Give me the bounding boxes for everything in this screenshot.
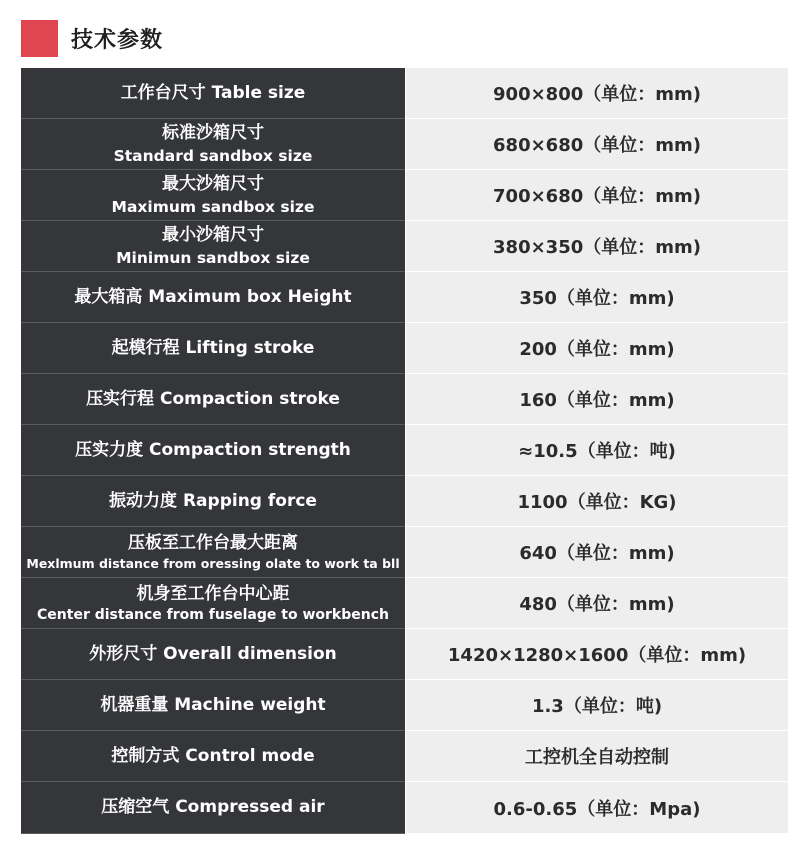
spec-label-line: 振动力度 Rapping force bbox=[109, 490, 317, 511]
spec-label bbox=[21, 680, 405, 731]
spec-row-maximum-sandbox-size bbox=[21, 170, 788, 221]
spec-table bbox=[21, 68, 788, 834]
spec-row-overall-dimension bbox=[21, 629, 788, 680]
spec-row-rapping-force bbox=[21, 476, 788, 527]
spec-label-line: 最大箱高 Maximum box Height bbox=[74, 286, 352, 307]
spec-label bbox=[21, 782, 405, 834]
spec-label-line: 控制方式 Control mode bbox=[111, 745, 315, 766]
spec-value: 160（单位：mm) bbox=[406, 374, 788, 425]
spec-row-maximum-box-height bbox=[21, 272, 788, 323]
spec-row-center-distance bbox=[21, 578, 788, 629]
spec-row-max-distance-pressing-plate bbox=[21, 527, 788, 578]
spec-label bbox=[21, 578, 405, 629]
spec-value: 700×680（单位：mm) bbox=[406, 170, 788, 221]
spec-label bbox=[21, 119, 405, 170]
spec-label-line: 最小沙箱尺寸 bbox=[162, 224, 264, 245]
spec-label-line-en: Minimun sandbox size bbox=[116, 248, 310, 267]
spec-label-line: 标准沙箱尺寸 bbox=[162, 122, 264, 143]
spec-label-line-en: Standard sandbox size bbox=[113, 146, 313, 165]
spec-label bbox=[21, 272, 405, 323]
section-header bbox=[21, 18, 163, 58]
spec-row-machine-weight bbox=[21, 680, 788, 731]
spec-label bbox=[21, 374, 405, 425]
spec-label bbox=[21, 221, 405, 272]
spec-row-control-mode bbox=[21, 731, 788, 782]
spec-value: 1.3（单位：吨) bbox=[406, 680, 788, 731]
spec-label-line: 最大沙箱尺寸 bbox=[162, 173, 264, 194]
spec-label-line: 机器重量 Machine weight bbox=[100, 694, 326, 715]
spec-label bbox=[21, 323, 405, 374]
spec-row-table-size bbox=[21, 68, 788, 119]
spec-label bbox=[21, 68, 405, 119]
accent-block bbox=[21, 20, 58, 57]
spec-label bbox=[21, 170, 405, 221]
spec-value: 380×350（单位：mm) bbox=[406, 221, 788, 272]
spec-row-compaction-strength bbox=[21, 425, 788, 476]
section-title: 技术参数 bbox=[71, 27, 164, 53]
spec-label-line: 机身至工作台中心距 bbox=[136, 583, 290, 604]
spec-value: 680×680（单位：mm) bbox=[406, 119, 788, 170]
spec-row-compressed-air bbox=[21, 782, 788, 834]
spec-label-line: 压实行程 Compaction stroke bbox=[86, 388, 340, 409]
spec-value: 1420×1280×1600（单位：mm) bbox=[406, 629, 788, 680]
spec-value: 480（单位：mm) bbox=[406, 578, 788, 629]
spec-value: 工控机全自动控制 bbox=[406, 731, 788, 782]
spec-label bbox=[21, 476, 405, 527]
spec-value: 200（单位：mm) bbox=[406, 323, 788, 374]
spec-label-line-en: Maximum sandbox size bbox=[111, 197, 315, 216]
spec-label bbox=[21, 731, 405, 782]
spec-label bbox=[21, 425, 405, 476]
spec-label-line-en: Center distance from fuselage to workbench bbox=[37, 606, 389, 623]
spec-row-lifting-stroke bbox=[21, 323, 788, 374]
spec-label bbox=[21, 629, 405, 680]
spec-label-line: 起模行程 Lifting stroke bbox=[111, 337, 315, 358]
spec-label-line: 压板至工作台最大距离 bbox=[128, 532, 298, 553]
spec-label-line: 工作台尺寸 Table size bbox=[120, 82, 306, 103]
spec-row-standard-sandbox-size bbox=[21, 119, 788, 170]
spec-value: 350（单位：mm) bbox=[406, 272, 788, 323]
spec-value: 1100（单位：KG) bbox=[406, 476, 788, 527]
spec-label-line-en: Mexlmum distance from oressing olate to work ta bll bbox=[26, 555, 400, 571]
spec-label-line: 压缩空气 Compressed air bbox=[101, 797, 325, 817]
spec-label-line: 外形尺寸 Overall dimension bbox=[89, 643, 337, 664]
spec-value: 0.6-0.65（单位：Mpa) bbox=[406, 782, 788, 834]
spec-value: ≈10.5（单位：吨) bbox=[406, 425, 788, 476]
spec-label-line: 压实力度 Compaction strength bbox=[75, 439, 351, 460]
spec-value: 900×800（单位：mm) bbox=[406, 68, 788, 119]
spec-row-compaction-stroke bbox=[21, 374, 788, 425]
spec-label bbox=[21, 527, 405, 578]
spec-row-minimum-sandbox-size bbox=[21, 221, 788, 272]
spec-value: 640（单位：mm) bbox=[406, 527, 788, 578]
